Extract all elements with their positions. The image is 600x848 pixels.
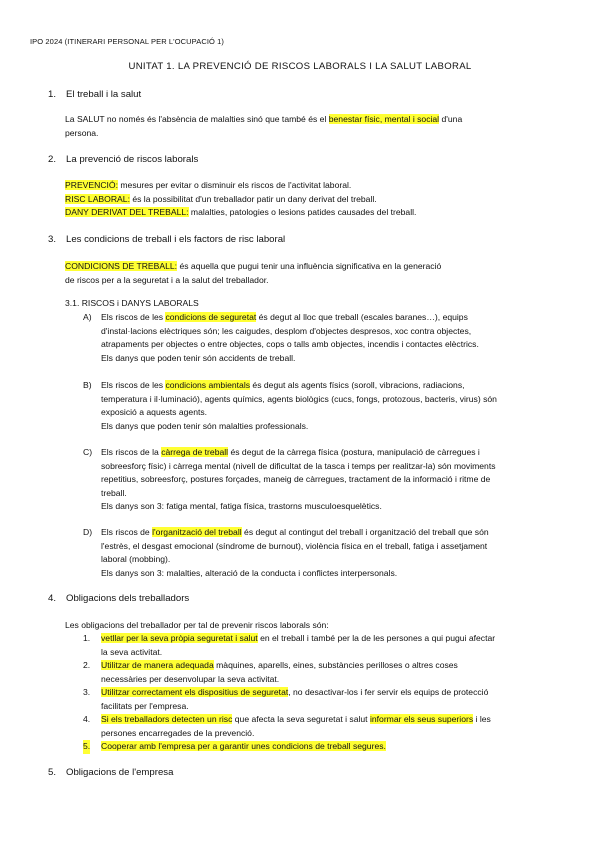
obligation-item-2: 2. Utilitzar de manera adequada màquines, aparells, eines, substàncies perilloses o altres coses necessàries per desenvolupar la seva activitat. xyxy=(83,660,458,684)
section-4-heading: 4. Obligacions dels treballadors xyxy=(48,593,190,604)
definition-risc-laboral: RISC LABORAL: és la possibilitat d'un treballador patir un dany derivat del treball. xyxy=(65,193,377,204)
risk-item-a: A) Els riscos de les condicions de seguretat és degut al lloc que treball (escales baranes…), equips d'instal·lacions elèctriques són; les caigudes, desplom d'objectes despresos, xoc contra objectes, atrapaments per objectes o entre objectes, cops o talls amb objectes, incendis i contactes elèctrics. Els danys que poden tenir són accidents de treball. xyxy=(83,312,479,363)
obligation-item-5: 5. Cooperar amb l'empresa per a garantir unes condicions de treball segures. xyxy=(83,740,563,754)
document-header: IPO 2024 (ITINERARI PERSONAL PER L'OCUPACIÓ 1) xyxy=(30,37,225,46)
obligation-item-1: 1. vetllar per la seva pròpia seguretat i salut en el treball i també per la de les persones a qui pugui afectar la seva activitat. xyxy=(83,633,496,657)
section-2-heading: 2. La prevenció de riscos laborals xyxy=(48,154,199,165)
page-title: UNITAT 1. LA PREVENCIÓ DE RISCOS LABORALS I LA SALUT LABORAL xyxy=(128,61,472,72)
section-1-heading xyxy=(48,89,548,103)
section-5-heading: 5. Obligacions de l'empresa xyxy=(48,767,174,778)
section-title: El treball i la salut xyxy=(66,89,142,100)
salut-definition: La SALUT no només és l'absència de malalties sinó que també és el benestar físic, mental i social d'una persona. xyxy=(65,114,463,138)
subsection-heading: 3.1. RISCOS i DANYS LABORALS xyxy=(65,298,199,308)
definitions-list xyxy=(65,179,545,220)
condicions-definition: CONDICIONS DE TREBALL: és aquella que pugui tenir una influència significativa en la generació de riscos per a la seguretat i a la salut del treballador. xyxy=(65,261,442,285)
obligation-item-3: 3. Utilitzar correctament els dispositius de seguretat, no desactivar-los i fer servir els equips de protecció facilitats per l'empresa. xyxy=(83,687,489,711)
definition-prevencio: PREVENCIÓ: mesures per evitar o disminuir els riscos de l'activitat laboral. xyxy=(65,180,352,190)
risk-item-d: D) Els riscos de l'organització del treball és degut al contingut del treball i organització del treball que són l'estrès, el desgast emocional (síndrome de burnout), violència física en el treball, fatiga i assetjament laboral (mobbing). Els danys son 3: malalties, alteració de la conducta i conflictes interpersonals. xyxy=(83,527,489,578)
obligations-intro: Les obligacions del treballador per tal de prevenir riscos laborals són: xyxy=(65,620,329,630)
section-3-heading: 3. Les condicions de treball i els factors de risc laboral xyxy=(48,234,286,245)
definition-dany: DANY DERIVAT DEL TREBALL: malalties, patologies o lesions patides causades del treball. xyxy=(65,207,417,218)
highlight: benestar físic, mental i social xyxy=(328,114,440,124)
obligation-item-4: 4. Si els treballadors detecten un risc que afecta la seva seguretat i salut informar els seus superiors i les persones encarregades de la prevenció. xyxy=(83,714,491,738)
risk-item-b: B) Els riscos de les condicions ambientals és degut als agents físics (soroll, vibracions, radiacions, temperatura i il·luminació), agents químics, agents biològics (cucs, fongs, protozous, bacteris, virus) són exposició a aquests agents. Els danys que poden tenir són malalties professionals. xyxy=(83,380,497,431)
risk-item-c: C) Els riscos de la càrrega de treball és degut de la càrrega física (postura, manipulació de càrregues i sobreesforç físic) i càrrega mental (nivell de dificultat de la tasca i temps per realitzar-la) són moviments repetitius, sobreesforç, postures forçades, maneig de càrregues, tractament de la informació i ritme de treball. Els danys son 3: fatiga mental, fatiga física, trastorns musculoesquelètics. xyxy=(83,447,496,512)
section-number: 1. xyxy=(48,89,57,100)
